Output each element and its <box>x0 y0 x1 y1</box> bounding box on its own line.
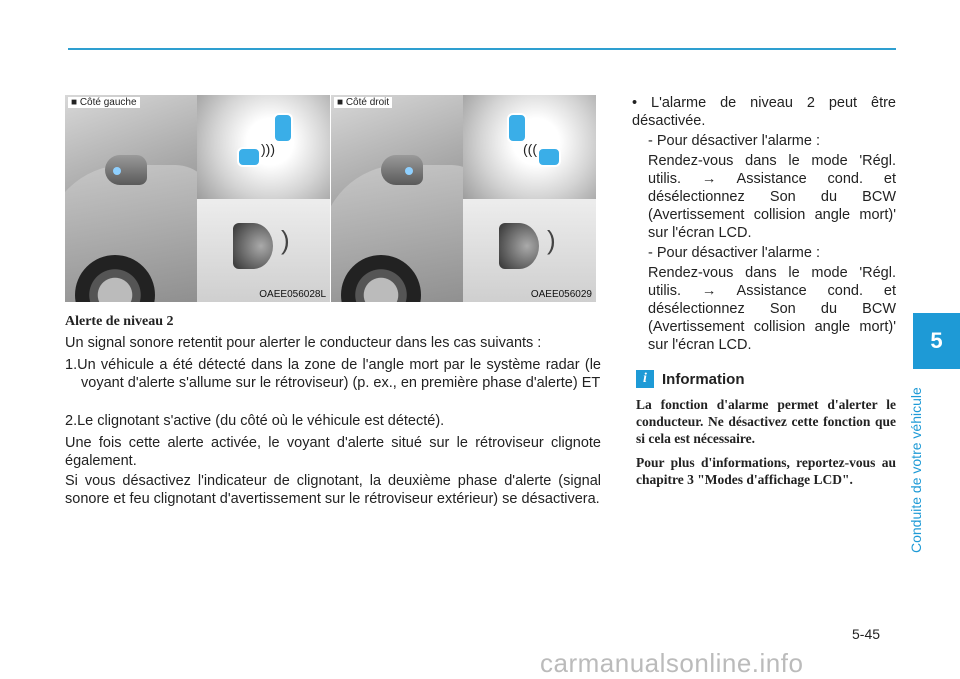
figure-caption: OAEE056029 <box>530 289 592 300</box>
sound-waves-icon: ) <box>547 225 556 255</box>
watermark: carmanualsonline.info <box>540 648 804 678</box>
figure-caption: OAEE056028L <box>259 289 326 300</box>
mirror-warning-light <box>113 167 121 175</box>
mirror-warning-light <box>405 167 413 175</box>
speaker-image <box>197 199 330 302</box>
info-paragraph: La fonction d'alarme permet d'alerter le conducteur. Ne désactivez cette fonction que si cela est nécessaire. <box>636 397 896 446</box>
ego-car-icon <box>507 113 527 143</box>
info-title: Information <box>662 370 745 388</box>
figure-label: ■ Côté gauche <box>68 97 140 108</box>
chapter-tab <box>913 313 960 369</box>
section-heading: Alerte de niveau 2 <box>65 314 174 329</box>
chapter-title: Conduite de votre véhicule <box>908 387 924 553</box>
sub-item-text: Rendez-vous dans le mode 'Régl. utilis. → Assistance cond. et désélectionnez Son du BCW (Avertissement collision angle mort)' sur l'écran LCD. <box>648 153 896 241</box>
car-mirror-image <box>65 95 197 302</box>
speaker-icon <box>499 223 539 269</box>
info-icon: i <box>636 370 654 388</box>
page-number: 5-45 <box>852 626 881 642</box>
radar-detection-image <box>197 95 330 199</box>
radar-waves-icon: ))) <box>261 141 275 157</box>
chapter-side-title <box>908 387 924 553</box>
info-paragraph: Pour plus d'informations, reportez-vous au chapitre 3 "Modes d'affichage LCD". <box>636 455 896 487</box>
bullet-item: • L'alarme de niveau 2 peut être désactivée. <box>632 95 896 129</box>
intro-paragraph: Un signal sonore retentit pour alerter le conducteur dans les cas suivants : <box>65 335 542 351</box>
sound-waves-icon: ) <box>281 225 290 255</box>
sub-item-label: - Pour désactiver l'alarme : <box>648 245 820 261</box>
list-item: 2.Le clignotant s'active (du côté où le véhicule est détecté). <box>65 413 445 429</box>
body-paragraph: Une fois cette alerte activée, le voyant d'alerte situé sur le rétroviseur clignote également. <box>65 435 601 469</box>
top-rule <box>68 48 896 50</box>
chapter-number: 5 <box>930 328 943 353</box>
detected-car-icon <box>237 147 261 167</box>
car-mirror-image <box>331 95 463 302</box>
radar-waves-icon: ((( <box>523 141 537 157</box>
speaker-icon <box>233 223 273 269</box>
radar-detection-image <box>463 95 596 199</box>
figure-left-side <box>65 95 330 302</box>
speaker-image <box>463 199 596 302</box>
ego-car-icon <box>273 113 293 143</box>
list-item: 1.Un véhicule a été détecté dans la zone de l'angle mort par le système radar (le voyant d'alerte s'allume sur le rétroviseur) (p. ex., en première phase d'alerte) ET <box>65 357 601 391</box>
figure-label: ■ Côté droit <box>334 97 392 108</box>
side-mirror <box>105 155 147 185</box>
info-header <box>636 370 745 388</box>
figure-right-side <box>331 95 596 302</box>
side-mirror <box>381 155 423 185</box>
detected-car-icon <box>537 147 561 167</box>
sub-item-text: Rendez-vous dans le mode 'Régl. utilis. → Assistance cond. et désélectionnez Son du BCW (Avertissement collision angle mort)' sur l'écran LCD. <box>648 265 896 353</box>
sub-item-label: - Pour désactiver l'alarme : <box>648 133 820 149</box>
body-paragraph: Si vous désactivez l'indicateur de clignotant, la deuxième phase d'alerte (signal sonore et feu clignotant d'avertissement sur le rétroviseur extérieur) se désactivera. <box>65 473 601 507</box>
